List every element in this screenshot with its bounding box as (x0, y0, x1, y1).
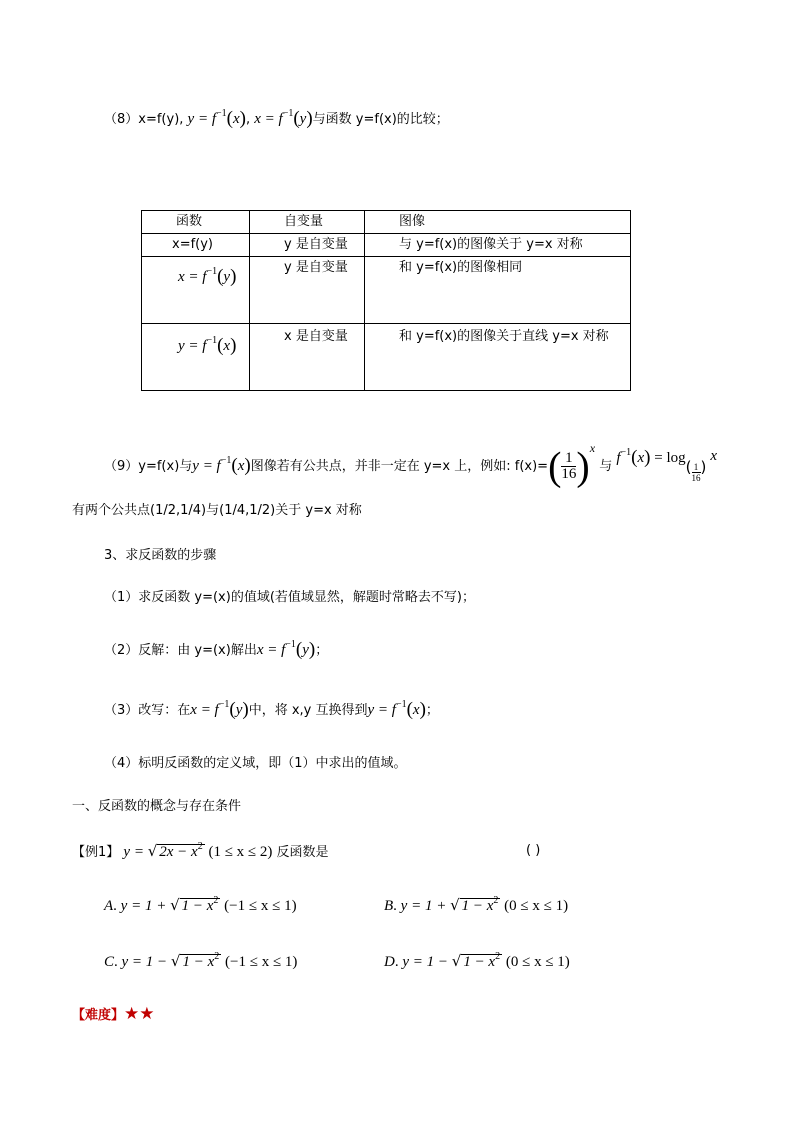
table-row (142, 234, 631, 257)
item9-fraction: $\frac{1}{16}$ (561, 450, 577, 482)
row2-function: $x = f^{-1}(y)$ (178, 266, 237, 287)
example1-text: 反函数是 (272, 845, 329, 860)
header-graph: 图像 (399, 214, 426, 229)
row3-variable: x 是自变量 (284, 329, 348, 344)
option-d: D. y = 1 − √ $1 - x^2$ (0 ≤ x ≤ 1) (384, 951, 570, 970)
item8-expr1: $y = f^{-1}(x)$ (187, 108, 246, 129)
row1-function: x=f(y) (172, 237, 213, 252)
step3: （3）改写：在$x = f^{-1}(y)$中，将 x,y 互换得到$y = f^{-1}(x)$； (104, 699, 439, 720)
option-a: A. y = 1 + √ $1 - x^2$ (−1 ≤ x ≤ 1) (104, 895, 297, 914)
table-row (142, 257, 631, 324)
item8-prefix: （8）x=f(y), (104, 112, 188, 127)
step3-expr2: $y = f^{-1}(x)$ (367, 699, 426, 720)
table-row (142, 324, 631, 391)
table-header-row (142, 211, 631, 234)
star-icon: ★★ (124, 1004, 155, 1024)
section-one-title: 一、反函数的概念与存在条件 (72, 799, 242, 814)
item9-text3: 与 (599, 459, 613, 474)
section3-title: 3、求反函数的步骤 (104, 548, 217, 563)
item9-line: （9）y=f(x)与$y = f^{-1}(x)$图像若有公共点，并非一定在 y=x 上，例如: f(x)=( $\frac{1}{16}$ )x 与 $f^{-1}(x) = \log$( $\frac{1}{16}$ )x (104, 441, 718, 489)
item9-text1: （9）y=f(x)与 (104, 459, 193, 474)
option-c: C. y = 1 − √ $1 - x^2$ (−1 ≤ x ≤ 1) (104, 951, 298, 970)
comparison-table (141, 210, 631, 391)
row1-graph: 与 y=f(x)的图像关于 y=x 对称 (399, 237, 583, 252)
difficulty-line (72, 1004, 155, 1024)
row2-graph: 和 y=f(x)的图像相同 (399, 260, 523, 275)
item9-log-expr: $f^{-1}(x) = \log$ (616, 447, 686, 468)
row2-variable: y 是自变量 (284, 260, 348, 275)
example1-expr: y = √ $2x - x^2$ (1 ≤ x ≤ 2) (123, 841, 273, 860)
step2: （2）反解：由 y=(x)解出$x = f^{-1}(y)$； (104, 639, 329, 660)
item8-expr2: $x = f^{-1}(y)$ (254, 108, 313, 129)
header-variable: 自变量 (284, 214, 324, 229)
difficulty-label: 【难度】 (72, 1008, 125, 1023)
item9-expr: $y = f^{-1}(x)$ (192, 455, 251, 476)
item9-line2: 有两个公共点(1/2,1/4)与(1/4,1/2)关于 y=x 对称 (72, 503, 362, 518)
item9-text2: 图像若有公共点，并非一定在 y=x 上，例如: f(x)= (250, 459, 549, 474)
example1-line (72, 841, 329, 861)
item9-log-base: $\frac{1}{16}$ (691, 462, 701, 483)
item8-sep: , (245, 112, 255, 127)
step2-expr: $x = f^{-1}(y)$ (256, 639, 316, 660)
step3-expr1: $x = f^{-1}(y)$ (190, 699, 249, 720)
item8-line (104, 107, 449, 129)
example1-label: 【例1】 (72, 845, 120, 860)
item9-log-arg: x (710, 448, 718, 464)
row1-variable: y 是自变量 (284, 237, 348, 252)
row3-function: $y = f^{-1}(x)$ (178, 335, 237, 356)
step4: （4）标明反函数的定义域，即（1）中求出的值域。 (104, 756, 407, 771)
header-function: 函数 (176, 214, 203, 229)
answer-blank: ( ) (526, 843, 541, 858)
row3-graph: 和 y=f(x)的图像关于直线 y=x 对称 (399, 329, 609, 344)
option-b: B. y = 1 + √ $1 - x^2$ (0 ≤ x ≤ 1) (384, 895, 569, 914)
item9-exponent: x (589, 441, 596, 455)
step1: （1）求反函数 y=(x)的值域(若值域显然，解题时常略去不写)； (104, 590, 475, 605)
item8-suffix: 与函数 y=f(x)的比较； (312, 112, 449, 127)
